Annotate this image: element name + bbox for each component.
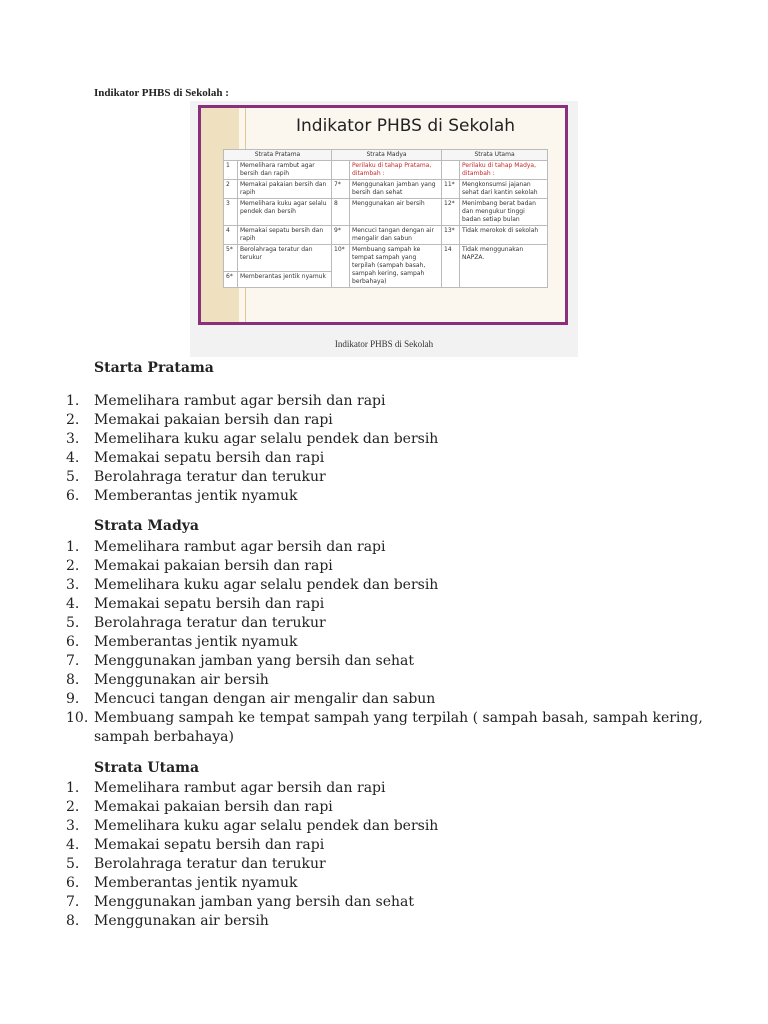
list-item: 5. Berolahraga teratur dan terukur [66, 856, 326, 872]
list-item: 1. Memelihara rambut agar bersih dan rapi [66, 393, 386, 409]
table-cell: Menimbang berat badan dan mengukur tinggi badan setiap bulan [460, 199, 548, 226]
list-item: 6. Memberantas jentik nyamuk [66, 634, 298, 650]
list-item: 10. Membuang sampah ke tempat sampah yang terpilah ( sampah basah, sampah kering, sampah berbahaya) [66, 710, 703, 745]
list-item-text: Memakai pakaian bersih dan rapi [94, 558, 333, 574]
list-item: 4. Memakai sepatu bersih dan rapi [66, 450, 325, 466]
list-item-text: Memakai sepatu bersih dan rapi [94, 596, 325, 612]
list-item-text: Berolahraga teratur dan terukur [94, 856, 326, 872]
list-item: 9. Mencuci tangan dengan air mengalir dan sabun [66, 691, 436, 707]
table-cell: Perilaku di tahap Madya, ditambah : [460, 161, 548, 180]
section-title-utama: Strata Utama [94, 760, 200, 776]
table-cell: Memelihara kuku agar selalu pendek dan bersih [238, 199, 332, 226]
list-item: 3. Memelihara kuku agar selalu pendek dan bersih [66, 431, 439, 447]
list-item-text: Memakai pakaian bersih dan rapi [94, 799, 333, 815]
list-item: 8. Menggunakan air bersih [66, 672, 269, 688]
list-item: 3. Memelihara kuku agar selalu pendek dan bersih [66, 577, 439, 593]
madya-list [66, 538, 706, 747]
pratama-list [66, 392, 706, 506]
table-cell: Tidak menggunakan NAPZA. [460, 245, 548, 288]
list-item: 7. Menggunakan jamban yang bersih dan sehat [66, 894, 414, 910]
list-item-text: Menggunakan jamban yang bersih dan sehat [94, 653, 414, 669]
table-row [224, 161, 548, 180]
list-item-text: Memakai sepatu bersih dan rapi [94, 450, 325, 466]
list-item-text: Memberantas jentik nyamuk [94, 875, 298, 891]
table-row [224, 245, 548, 272]
list-item: 2. Memakai pakaian bersih dan rapi [66, 412, 333, 428]
table-cell [332, 161, 350, 180]
table-cell: 10* [332, 245, 350, 288]
table-cell: 14 [442, 245, 460, 288]
table-header-cell: Strata Madya [332, 150, 442, 161]
table-cell: Mencuci tangan dengan air mengalir dan sabun [350, 226, 442, 245]
table-cell: Berolahraga teratur dan terukur [238, 245, 332, 272]
figure-caption: Indikator PHBS di Sekolah [334, 339, 434, 349]
list-item: 2. Memakai pakaian bersih dan rapi [66, 558, 333, 574]
section-title-madya: Strata Madya [94, 518, 199, 534]
table-header-cell: Strata Utama [442, 150, 548, 161]
table-cell: Tidak merokok di sekolah [460, 226, 548, 245]
table-header-cell: Strata Pratama [224, 150, 332, 161]
list-item-text: Menggunakan air bersih [94, 672, 269, 688]
table-cell: 9* [332, 226, 350, 245]
table-row [224, 199, 548, 226]
list-item-text: Memelihara rambut agar bersih dan rapi [94, 780, 386, 796]
figure-image-title: Indikator PHBS di Sekolah [296, 116, 516, 136]
table-cell: 1 [224, 161, 238, 180]
list-item-text: Memelihara kuku agar selalu pendek dan bersih [94, 577, 439, 593]
table-cell: Memakai pakaian bersih dan rapih [238, 180, 332, 199]
table-cell: 2 [224, 180, 238, 199]
table-cell: 11* [442, 180, 460, 199]
table-cell: Menggunakan air bersih [350, 199, 442, 226]
table-cell: Perilaku di tahap Pratama, ditambah : [350, 161, 442, 180]
list-item-text: Berolahraga teratur dan terukur [94, 615, 326, 631]
list-item-text: Memelihara kuku agar selalu pendek dan bersih [94, 431, 439, 447]
list-item-text: Memberantas jentik nyamuk [94, 488, 298, 504]
list-item: 7. Menggunakan jamban yang bersih dan sehat [66, 653, 414, 669]
phbs-table [223, 149, 548, 288]
table-cell: 3 [224, 199, 238, 226]
list-item: 5. Berolahraga teratur dan terukur [66, 469, 326, 485]
table-header-row [224, 150, 548, 161]
list-item-text: Berolahraga teratur dan terukur [94, 469, 326, 485]
table-row [224, 180, 548, 199]
list-item: 5. Berolahraga teratur dan terukur [66, 615, 326, 631]
table-cell: 13* [442, 226, 460, 245]
table-cell: 12* [442, 199, 460, 226]
list-item-text: Memberantas jentik nyamuk [94, 634, 298, 650]
figure-image [198, 105, 568, 325]
list-item: 1. Memelihara rambut agar bersih dan rapi [66, 539, 386, 555]
table-cell [442, 161, 460, 180]
utama-list [66, 779, 706, 931]
list-item: 6. Memberantas jentik nyamuk [66, 875, 298, 891]
table-cell: Menggunakan jamban yang bersih dan sehat [350, 180, 442, 199]
list-item: 6. Memberantas jentik nyamuk [66, 488, 298, 504]
list-item: 4. Memakai sepatu bersih dan rapi [66, 596, 325, 612]
table-cell: 7* [332, 180, 350, 199]
table-cell: Membuang sampah ke tempat sampah yang terpilah (sampah basah, sampah kering, sampah berbahaya) [350, 245, 442, 288]
document-heading: Indikator PHBS di Sekolah : [94, 87, 229, 99]
list-item-text: Memakai sepatu bersih dan rapi [94, 837, 325, 853]
list-item-text: Memelihara rambut agar bersih dan rapi [94, 539, 386, 555]
list-item: 3. Memelihara kuku agar selalu pendek dan bersih [66, 818, 439, 834]
list-item: 2. Memakai pakaian bersih dan rapi [66, 799, 333, 815]
table-row [224, 226, 548, 245]
list-item: 4. Memakai sepatu bersih dan rapi [66, 837, 325, 853]
table-cell: Mengkonsumsi jajanan sehat dari kantin sekolah [460, 180, 548, 199]
table-cell: 5* [224, 245, 238, 272]
list-item-text: Membuang sampah ke tempat sampah yang terpilah ( sampah basah, sampah kering, sampah berbahaya) [94, 710, 703, 745]
list-item: 8. Menggunakan air bersih [66, 913, 269, 929]
table-cell: Memberantas jentik nyamuk [238, 272, 332, 288]
list-item-text: Memelihara kuku agar selalu pendek dan bersih [94, 818, 439, 834]
table-cell: 8 [332, 199, 350, 226]
list-item-text: Memakai pakaian bersih dan rapi [94, 412, 333, 428]
figure [190, 101, 578, 357]
list-item-text: Menggunakan air bersih [94, 913, 269, 929]
list-item-text: Memelihara rambut agar bersih dan rapi [94, 393, 386, 409]
list-item-text: Mencuci tangan dengan air mengalir dan sabun [94, 691, 436, 707]
table-cell: 4 [224, 226, 238, 245]
table-cell: 6* [224, 272, 238, 288]
list-item-text: Menggunakan jamban yang bersih dan sehat [94, 894, 414, 910]
list-item: 1. Memelihara rambut agar bersih dan rapi [66, 780, 386, 796]
table-cell: Memelihara rambut agar bersih dan rapih [238, 161, 332, 180]
table-cell: Memakai sepatu bersih dan rapih [238, 226, 332, 245]
section-title-pratama: Starta Pratama [94, 360, 214, 376]
